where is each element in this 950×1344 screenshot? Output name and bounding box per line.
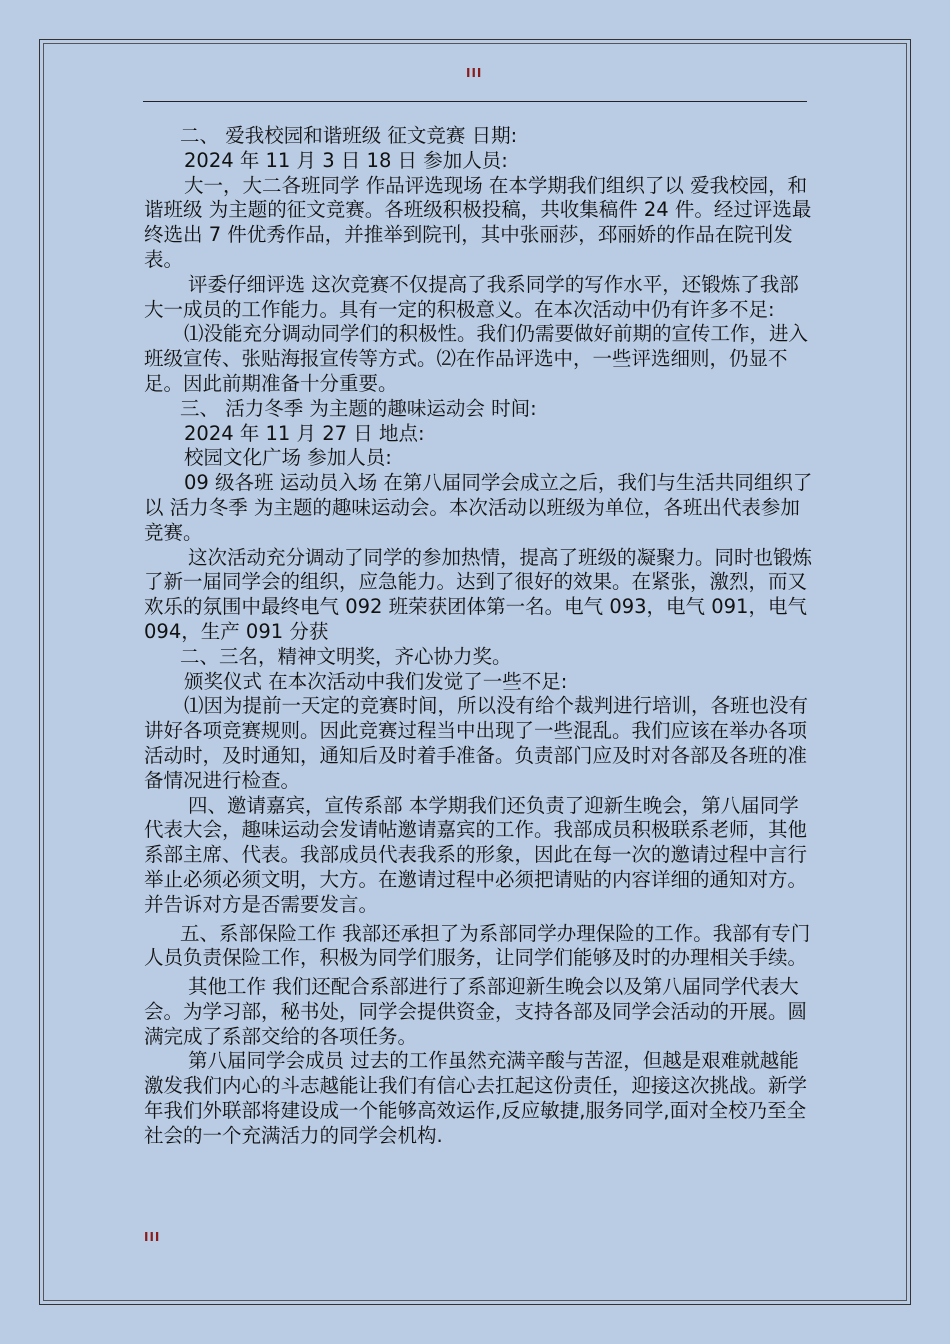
other-work-paragraph: 其他工作 我们还配合系部进行了系部迎新生晚会以及第八届同学代表大会。为学习部，秘书处，同学会提供资金，支持各部及同学会活动的开展。圆满完成了系部交给的各项任务。 [144,975,808,1048]
sports-meet-awards-line: 二、三名，精神文明奖，齐心协力奖。 [180,644,512,668]
essay-contest-shortcomings-paragraph: ⑴没能充分调动同学们的积极性。我们仍需要做好前期的宣传工作，进入班级宣传、张贴海报宣传等方式。⑵在作品评选中，一些评选细则，仍显不足。因此前期准备十分重要。 [144,322,809,395]
section-heading-essay-contest: 二、 爱我校园和谐班级 征文竞赛 日期: [180,124,518,147]
essay-contest-paragraph: 大一，大二各班同学 作品评选现场 在本学期我们组织了以 爱我校园，和谐班级 为主题的征文竞赛。各班级积极投稿，共收集稿件 24 件。经过评选最终选出 7 件优秀作品，并推举到院刊，其中张丽莎，邳丽娇的作品在院刊发表。 [144,173,812,271]
section-heading-insurance-paragraph: 五、系部保险工作 我部还承担了为系部同学办理保险的工作。我部有专门人员负责保险工作，积极为同学们服务，让同学们能够及时的办理相关手续。 [144,921,811,970]
sports-meet-location-line: 校园文化广场 参加人员: [184,446,392,470]
sports-meet-results-paragraph: 这次活动充分调动了同学的参加热情，提高了班级的凝聚力。同时也锻炼了新一届同学会的组织，应急能力。达到了很好的效果。在紧张，激烈，而又欢乐的氛围中最终电气 092 班荣获团体第一名。电气 093，电气 091，电气 094，生产 091 分获 [144,545,813,643]
footer-mark: III [144,1230,161,1244]
award-ceremony-line: 颁奖仪式 在本次活动中我们发觉了一些不足: [184,669,568,693]
closing-paragraph: 第八届同学会成员 过去的工作虽然充满辛酸与苦涩，但越是艰难就越能激发我们内心的斗志越能让我们有信心去扛起这份责任，迎接这次挑战。新学年我们外联部将建设成一个能够高效运作,反应敏捷,服务同学,面对全校乃至全社会的一个充满活力的同学会机构. [144,1049,808,1147]
essay-contest-review-paragraph: 评委仔细评选 这次竞赛不仅提高了我系同学的写作水平，还锻炼了我部大一成员的工作能力。具有一定的积极意义。在本次活动中仍有许多不足: [144,272,799,321]
sports-meet-paragraph: 09 级各班 运动员入场 在第八届同学会成立之后，我们与生活共同组织了以 活力冬季 为主题的趣味运动会。本次活动以班级为单位，各班出代表参加竞赛。 [144,471,813,544]
header-mark: III [466,66,483,80]
essay-contest-date-line: 2024 年 11 月 3 日 18 日 参加人员: [184,148,508,172]
sports-meet-date-line: 2024 年 11 月 27 日 地点: [184,421,425,445]
section-heading-sports-meet: 三、 活力冬季 为主题的趣味运动会 时间: [180,396,537,420]
section-heading-guests-paragraph: 四、邀请嘉宾，宣传系部 本学期我们还负责了迎新生晚会，第八届同学代表大会，趣味运动会发请帖邀请嘉宾的工作。我部成员积极联系老师，其他系部主席、代表。我部成员代表我系的形象，因此在每一次的邀请过程中言行举止必须必须文明，大方。在邀请过程中必须把请贴的内容详细的通知对方。并告诉对方是否需要发言。 [144,793,808,916]
sports-meet-shortcomings-paragraph: ⑴因为提前一天定的竞赛时间，所以没有给个裁判进行培训，各班也没有讲好各项竞赛规则。因此竞赛过程当中出现了一些混乱。我们应该在举办各项活动时，及时通知，通知后及时着手准备。负责部门应及时对各部及各班的准备情况进行检查。 [144,694,809,792]
document-body [144,124,816,1149]
header-rule [143,101,807,102]
